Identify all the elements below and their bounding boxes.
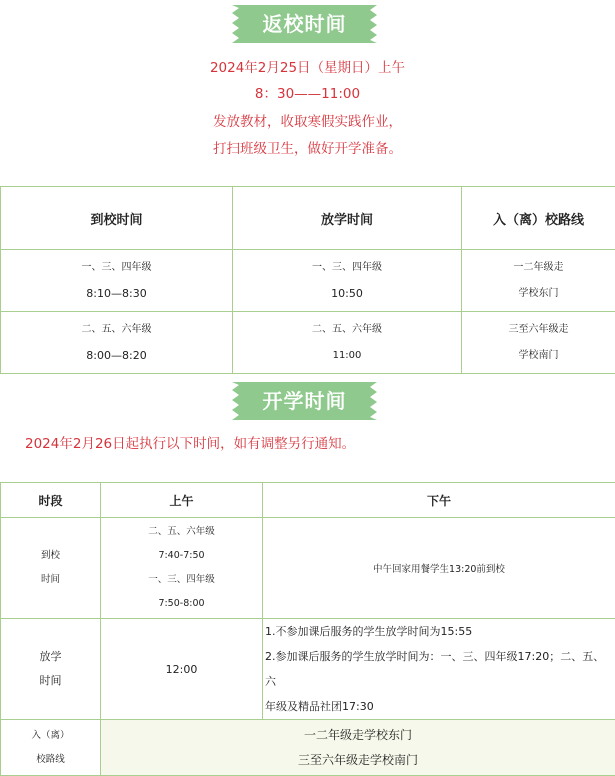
route-line: 三至六年级走 <box>462 317 615 343</box>
return-banner <box>232 5 377 43</box>
route-gate: 学校东门 <box>462 281 615 307</box>
grade-label: 一、三、四年级 <box>233 255 461 281</box>
return-task-line-2: 打扫班级卫生，做好开学准备。 <box>0 137 615 157</box>
table-header-row <box>1 483 615 518</box>
route-cell <box>101 720 615 776</box>
time-value: 7:40-7:50 <box>101 544 262 568</box>
time-value: 11:00 <box>233 343 461 369</box>
time-value: 8:10—8:30 <box>1 281 232 307</box>
arrive-cell <box>1 312 233 374</box>
grade-label: 一、三、四年级 <box>101 568 262 592</box>
grade-label: 二、五、六年级 <box>1 317 232 343</box>
grade-label: 二、五、六年级 <box>101 520 262 544</box>
return-date-line: 2024年2月25日（星期日）上午 <box>0 56 615 76</box>
return-task-line-1: 发放教材，收取寒假实践作业， <box>0 110 615 130</box>
table-row <box>1 619 615 720</box>
table-row <box>1 518 615 619</box>
afternoon-arrive-cell: 中午回家用餐学生13:20前到校 <box>263 518 615 619</box>
route-south-gate: 三至六年级走学校南门 <box>101 748 615 773</box>
grade-label: 二、五、六年级 <box>233 317 461 343</box>
route-gate: 学校南门 <box>462 343 615 369</box>
return-schedule-table <box>0 186 615 374</box>
time-value: 8:00—8:20 <box>1 343 232 369</box>
leave-rule-2-cont: 年级及精品社团17:30 <box>265 694 615 719</box>
table-header-row <box>1 187 615 250</box>
route-cell <box>462 312 615 374</box>
period-route-cell <box>1 720 101 776</box>
morning-leave-cell: 12:00 <box>101 619 263 720</box>
header-arrive-time: 到校时间 <box>1 187 233 250</box>
header-morning: 上午 <box>101 483 263 518</box>
leave-rule-1: 1.不参加课后服务的学生放学时间为15:55 <box>265 619 615 644</box>
route-line: 一二年级走 <box>462 255 615 281</box>
leave-rule-2: 2.参加课后服务的学生放学时间为：一、三、四年级17:20；二、五、六 <box>265 644 615 694</box>
table-row <box>1 250 615 312</box>
afternoon-leave-cell <box>263 619 615 720</box>
period-label: 到校 <box>1 544 100 568</box>
period-label: 时间 <box>1 568 100 592</box>
arrive-cell <box>1 250 233 312</box>
table-row <box>1 312 615 374</box>
period-label: 校路线 <box>1 748 100 772</box>
header-period: 时段 <box>1 483 101 518</box>
leave-cell <box>233 312 462 374</box>
period-arrive-cell <box>1 518 101 619</box>
morning-arrive-cell <box>101 518 263 619</box>
route-cell <box>462 250 615 312</box>
header-route: 入（离）校路线 <box>462 187 615 250</box>
grade-label: 一、三、四年级 <box>1 255 232 281</box>
period-leave-cell <box>1 619 101 720</box>
start-banner <box>232 382 377 420</box>
table-row <box>1 720 615 776</box>
return-time-line: 8：30——11:00 <box>0 82 615 102</box>
start-banner-title: 开学时间 <box>232 382 377 420</box>
start-schedule-table <box>0 482 615 776</box>
period-label: 时间 <box>1 669 100 693</box>
leave-cell <box>233 250 462 312</box>
time-value: 10:50 <box>233 281 461 307</box>
time-value: 7:50-8:00 <box>101 592 262 616</box>
start-notice: 2024年2月26日起执行以下时间，如有调整另行通知。 <box>25 432 355 452</box>
header-leave-time: 放学时间 <box>233 187 462 250</box>
route-east-gate: 一二年级走学校东门 <box>101 723 615 748</box>
header-afternoon: 下午 <box>263 483 615 518</box>
return-banner-title: 返校时间 <box>232 5 377 43</box>
period-label: 放学 <box>1 645 100 669</box>
period-label: 入（离） <box>1 724 100 748</box>
